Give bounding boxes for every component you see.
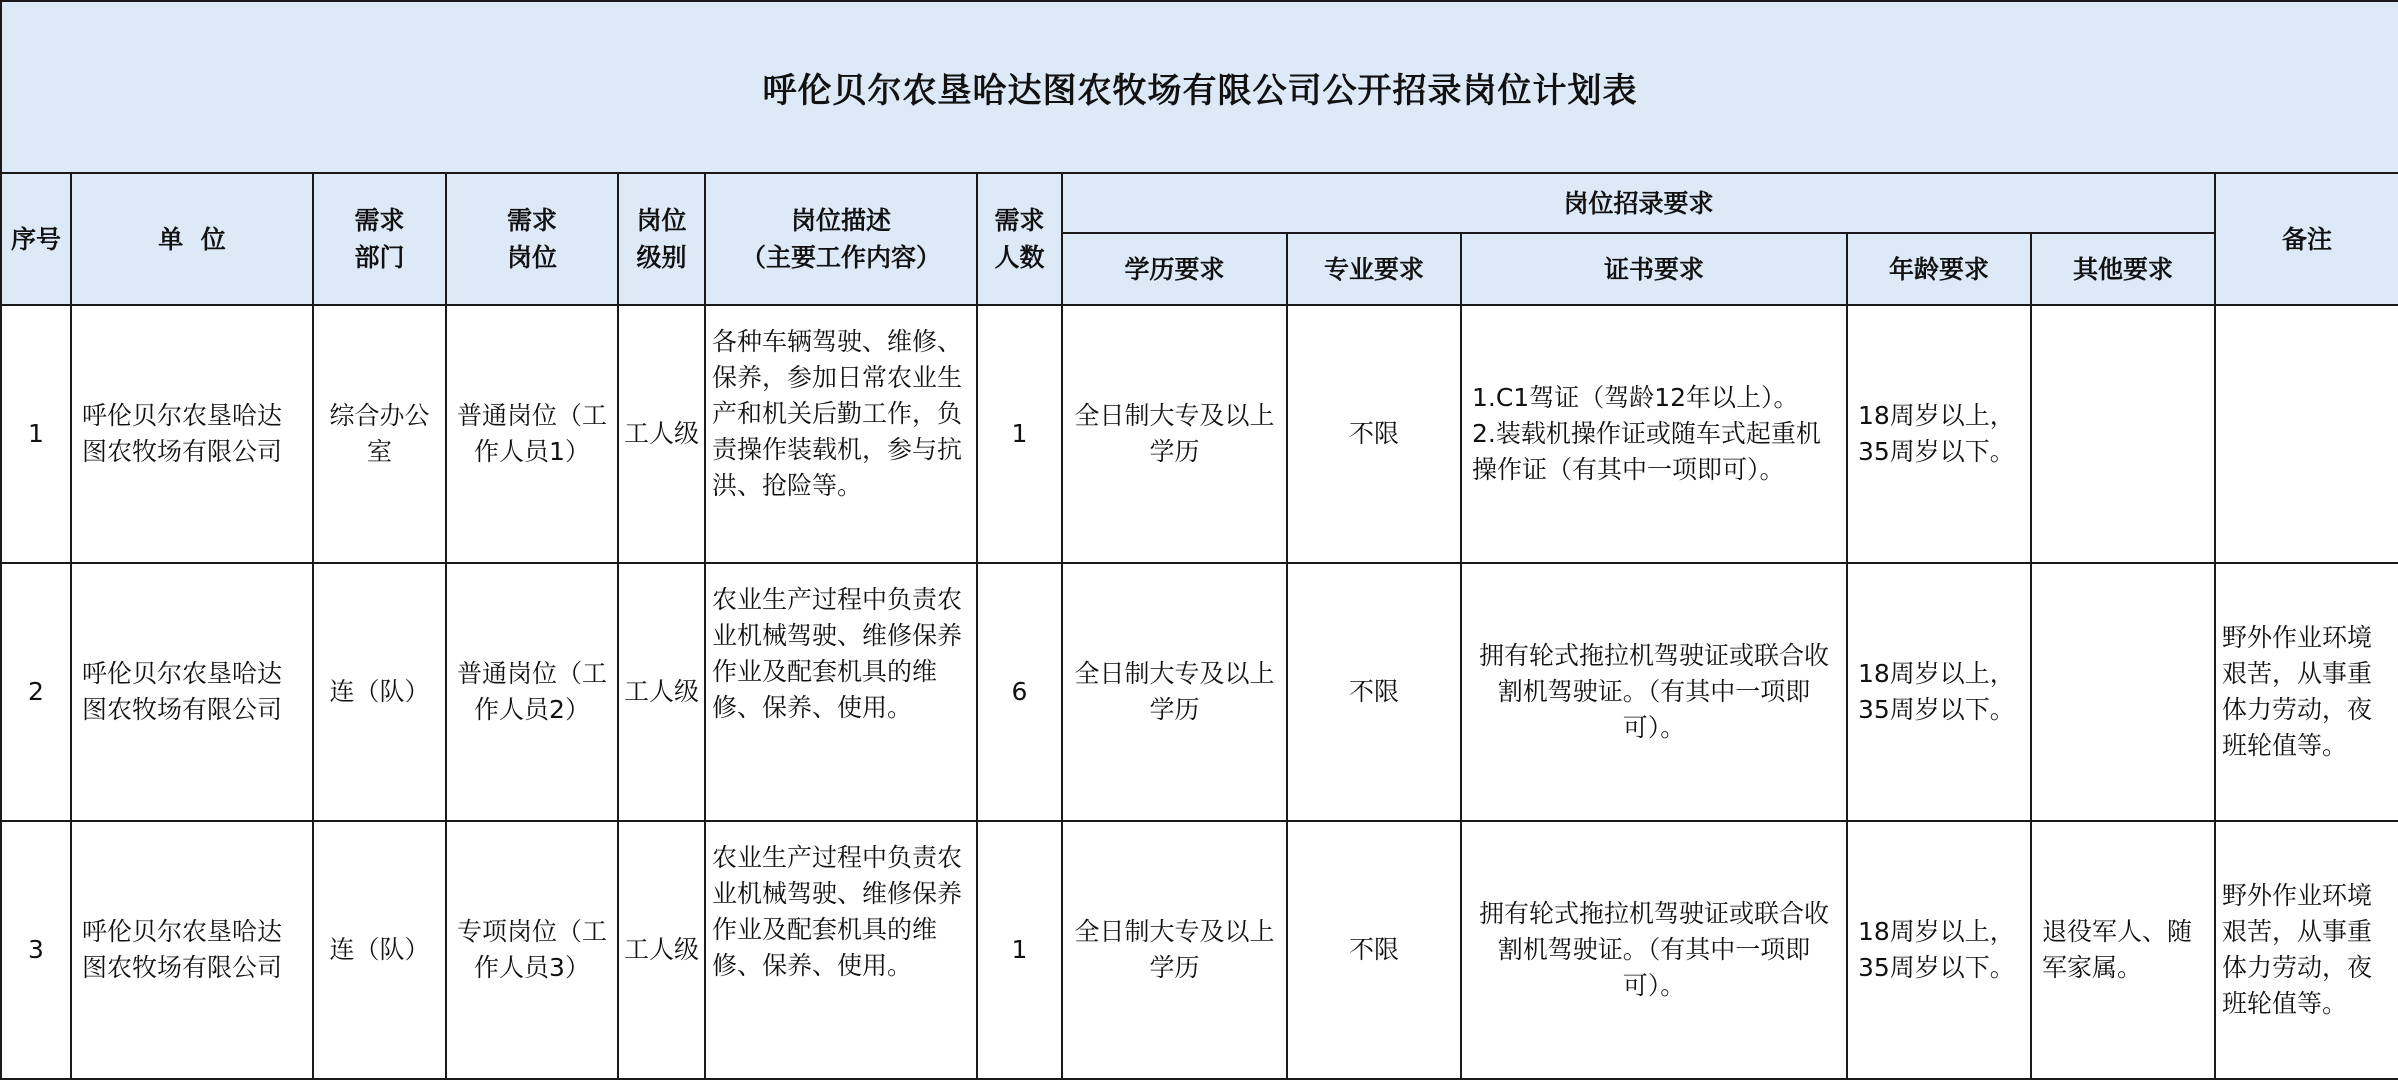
cell-count: 6 (977, 563, 1062, 821)
cell-major: 不限 (1287, 821, 1461, 1079)
cell-count: 1 (977, 821, 1062, 1079)
cell-remark: 野外作业环境艰苦，从事重体力劳动，夜班轮值等。 (2215, 821, 2398, 1079)
cell-desc: 农业生产过程中负责农业机械驾驶、维修保养作业及配套机具的维修、保养、使用。 (705, 563, 977, 821)
cell-desc: 各种车辆驾驶、维修、保养，参加日常农业生产和机关后勤工作，负责操作装载机，参与抗洪、抢险等。 (705, 305, 977, 563)
header-remark: 备注 (2215, 173, 2398, 305)
cell-level: 工人级 (618, 563, 705, 821)
cell-edu: 全日制大专及以上学历 (1062, 305, 1287, 563)
cell-unit: 呼伦贝尔农垦哈达图农牧场有限公司 (71, 821, 313, 1079)
header-level: 岗位 级别 (618, 173, 705, 305)
cell-age: 18周岁以上，35周岁以下。 (1847, 821, 2031, 1079)
header-cert: 证书要求 (1461, 233, 1847, 305)
cell-other: 退役军人、随军家属。 (2031, 821, 2215, 1079)
cell-cert: 拥有轮式拖拉机驾驶证或联合收割机驾驶证。（有其中一项即可）。 (1461, 563, 1847, 821)
header-requirements: 岗位招录要求 (1062, 173, 2215, 233)
header-post: 需求 岗位 (446, 173, 618, 305)
cell-remark (2215, 305, 2398, 563)
table-row (1, 821, 2398, 1079)
cell-level: 工人级 (618, 305, 705, 563)
cell-other (2031, 305, 2215, 563)
header-unit: 单 位 (71, 173, 313, 305)
cell-seq: 1 (1, 305, 71, 563)
cell-post: 专项岗位（工作人员3） (446, 821, 618, 1079)
cell-post: 普通岗位（工作人员2） (446, 563, 618, 821)
header-major: 专业要求 (1287, 233, 1461, 305)
header-edu: 学历要求 (1062, 233, 1287, 305)
cell-unit: 呼伦贝尔农垦哈达图农牧场有限公司 (71, 563, 313, 821)
cell-count: 1 (977, 305, 1062, 563)
table-row (1, 305, 2398, 563)
cell-dept: 综合办公室 (313, 305, 446, 563)
cell-cert: 1.C1驾证（驾龄12年以上）。 2.装载机操作证或随车式起重机操作证（有其中一项即可）。 (1461, 305, 1847, 563)
cell-remark: 野外作业环境艰苦，从事重体力劳动，夜班轮值等。 (2215, 563, 2398, 821)
cell-edu: 全日制大专及以上学历 (1062, 563, 1287, 821)
table-title: 呼伦贝尔农垦哈达图农牧场有限公司公开招录岗位计划表 (1, 1, 2398, 173)
header-dept: 需求 部门 (313, 173, 446, 305)
cell-cert: 拥有轮式拖拉机驾驶证或联合收割机驾驶证。（有其中一项即可）。 (1461, 821, 1847, 1079)
cell-seq: 2 (1, 563, 71, 821)
cell-age: 18周岁以上，35周岁以下。 (1847, 563, 2031, 821)
header-age: 年龄要求 (1847, 233, 2031, 305)
cell-desc: 农业生产过程中负责农业机械驾驶、维修保养作业及配套机具的维修、保养、使用。 (705, 821, 977, 1079)
cell-level: 工人级 (618, 821, 705, 1079)
table-row (1, 563, 2398, 821)
cell-major: 不限 (1287, 305, 1461, 563)
cell-dept: 连（队） (313, 821, 446, 1079)
cell-edu: 全日制大专及以上学历 (1062, 821, 1287, 1079)
cell-age: 18周岁以上，35周岁以下。 (1847, 305, 2031, 563)
header-seq: 序号 (1, 173, 71, 305)
cell-post: 普通岗位（工作人员1） (446, 305, 618, 563)
header-other: 其他要求 (2031, 233, 2215, 305)
header-count: 需求 人数 (977, 173, 1062, 305)
cell-seq: 3 (1, 821, 71, 1079)
cell-other (2031, 563, 2215, 821)
cell-major: 不限 (1287, 563, 1461, 821)
header-desc: 岗位描述 （主要工作内容） (705, 173, 977, 305)
cell-unit: 呼伦贝尔农垦哈达图农牧场有限公司 (71, 305, 313, 563)
cell-dept: 连（队） (313, 563, 446, 821)
